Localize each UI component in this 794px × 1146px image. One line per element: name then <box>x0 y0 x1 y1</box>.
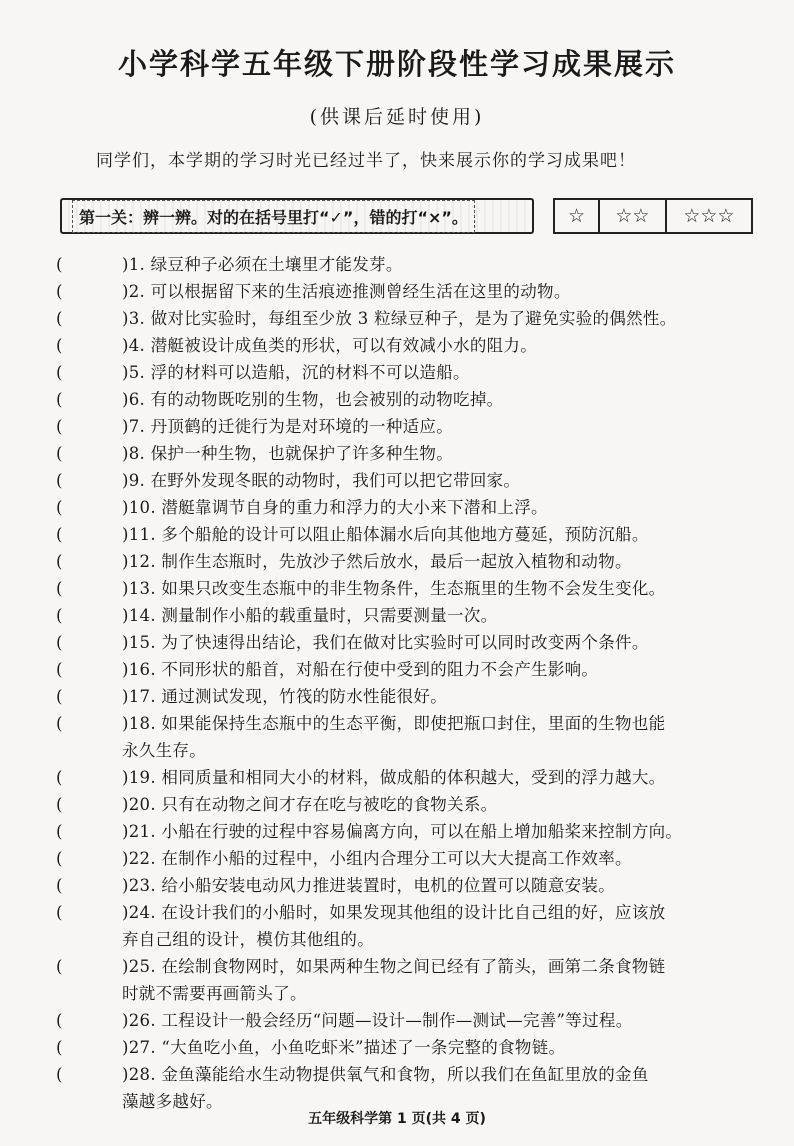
answer-blank-open: ( <box>56 957 63 976</box>
question-item <box>50 359 770 386</box>
question-text: )21. 小船在行驶的过程中容易偏离方向，可以在船上增加船桨来控制方向。 <box>122 822 683 841</box>
question-text: )3. 做对比实验时，每组至少放 3 粒绿豆种子，是为了避免实验的偶然性。 <box>122 309 677 328</box>
star-cell-3: ☆☆☆ <box>683 205 735 227</box>
answer-blank-open: ( <box>56 687 63 706</box>
answer-blank-open: ( <box>56 390 63 409</box>
question-text: )10. 潜艇靠调节自身的重力和浮力的大小来下潜和上浮。 <box>122 498 548 517</box>
question-item <box>50 305 770 332</box>
answer-blank-open: ( <box>56 552 63 571</box>
question-text: )12. 制作生态瓶时，先放沙子然后放水，最后一起放入植物和动物。 <box>122 552 632 571</box>
question-item <box>50 602 770 629</box>
question-text: )28. 金鱼藻能给水生动物提供氧气和食物，所以我们在鱼缸里放的金鱼 藻越多越好。 <box>122 1065 649 1111</box>
question-item <box>50 278 770 305</box>
question-text: )4. 潜艇被设计成鱼类的形状，可以有效减小水的阻力。 <box>122 336 538 355</box>
question-item <box>50 575 770 602</box>
question-item <box>50 818 770 845</box>
answer-blank-open: ( <box>56 849 63 868</box>
question-item <box>50 710 770 764</box>
question-text: )6. 有的动物既吃别的生物，也会被别的动物吃掉。 <box>122 390 504 409</box>
question-text: )16. 不同形状的船首，对船在行使中受到的阻力不会产生影响。 <box>122 660 599 679</box>
intro-text: 同学们，本学期的学习时光已经过半了，快来展示你的学习成果吧！ <box>96 151 636 171</box>
question-item <box>50 1061 770 1115</box>
star-cell-2: ☆☆ <box>600 200 667 232</box>
question-item <box>50 1007 770 1034</box>
answer-blank-open: ( <box>56 579 63 598</box>
question-item <box>50 521 770 548</box>
question-text: )2. 可以根据留下来的生活痕迹推测曾经生活在这里的动物。 <box>122 282 571 301</box>
page-title: 小学科学五年级下册阶段性学习成果展示 <box>117 47 676 81</box>
question-text: )14. 测量制作小船的载重量时，只需要测量一次。 <box>122 606 498 625</box>
question-item <box>50 764 770 791</box>
question-text: )24. 在设计我们的小船时，如果发现其他组的设计比自己组的好，应该放 弃自己组的设计，模仿其他组的。 <box>122 903 666 949</box>
question-item <box>50 440 770 467</box>
question-item <box>50 899 770 953</box>
question-item <box>50 791 770 818</box>
question-text: )1. 绿豆种子必须在土壤里才能发芽。 <box>122 255 403 274</box>
answer-blank-open: ( <box>56 606 63 625</box>
question-list <box>50 251 770 1115</box>
answer-blank-open: ( <box>56 822 63 841</box>
answer-blank-open: ( <box>56 1011 63 1030</box>
answer-blank-open: ( <box>56 768 63 787</box>
question-text: )22. 在制作小船的过程中，小组内合理分工可以大大提高工作效率。 <box>122 849 632 868</box>
question-text: )19. 相同质量和相同大小的材料，做成船的体积越大，受到的浮力越大。 <box>122 768 666 787</box>
answer-blank-open: ( <box>56 444 63 463</box>
question-item <box>50 683 770 710</box>
question-item <box>50 467 770 494</box>
question-item <box>50 251 770 278</box>
question-item <box>50 494 770 521</box>
answer-blank-open: ( <box>56 498 63 517</box>
question-text: )20. 只有在动物之间才存在吃与被吃的食物关系。 <box>122 795 498 814</box>
section-label: 第一关：辨一辨。对的在括号里打“✓”，错的打“×”。 <box>72 200 475 233</box>
question-item <box>50 629 770 656</box>
answer-blank-open: ( <box>56 903 63 922</box>
question-text: )5. 浮的材料可以造船，沉的材料不可以造船。 <box>122 363 470 382</box>
question-text: )8. 保护一种生物，也就保护了许多种生物。 <box>122 444 454 463</box>
question-item <box>50 548 770 575</box>
question-item <box>50 332 770 359</box>
question-text: )26. 工程设计一般会经历“问题—设计—制作—测试—完善”等过程。 <box>122 1011 633 1030</box>
answer-blank-open: ( <box>56 525 63 544</box>
question-text: )15. 为了快速得出结论，我们在做对比实验时可以同时改变两个条件。 <box>122 633 649 652</box>
question-item <box>50 656 770 683</box>
answer-blank-open: ( <box>56 1065 63 1084</box>
question-item <box>50 953 770 1007</box>
answer-blank-open: ( <box>56 309 63 328</box>
answer-blank-open: ( <box>56 660 63 679</box>
page-subtitle: (供课后延时使用) <box>309 106 485 128</box>
question-item <box>50 872 770 899</box>
question-text: )7. 丹顶鹤的迁徙行为是对环境的一种适应。 <box>122 417 454 436</box>
question-text: )18. 如果能保持生态瓶中的生态平衡，即使把瓶口封住，里面的生物也能 永久生存。 <box>122 714 666 760</box>
section-header <box>60 198 534 234</box>
star-cell-1: ☆ <box>555 200 600 232</box>
answer-blank-open: ( <box>56 336 63 355</box>
question-text: )27. “大鱼吃小鱼，小鱼吃虾米”描述了一条完整的食物链。 <box>122 1038 566 1057</box>
question-item <box>50 845 770 872</box>
question-text: )13. 如果只改变生态瓶中的非生物条件，生态瓶里的生物不会发生变化。 <box>122 579 666 598</box>
answer-blank-open: ( <box>56 282 63 301</box>
answer-blank-open: ( <box>56 633 63 652</box>
question-text: )25. 在绘制食物网时，如果两种生物之间已经有了箭头，画第二条食物链 时就不需要再画箭头了。 <box>122 957 666 1003</box>
question-text: )11. 多个船舱的设计可以阻止船体漏水后向其他地方蔓延，预防沉船。 <box>122 525 649 544</box>
answer-blank-open: ( <box>56 255 63 274</box>
star-rating-table <box>553 198 753 234</box>
answer-blank-open: ( <box>56 471 63 490</box>
question-text: )9. 在野外发现冬眠的动物时，我们可以把它带回家。 <box>122 471 521 490</box>
answer-blank-open: ( <box>56 1038 63 1057</box>
answer-blank-open: ( <box>56 795 63 814</box>
question-item <box>50 386 770 413</box>
answer-blank-open: ( <box>56 876 63 895</box>
answer-blank-open: ( <box>56 417 63 436</box>
question-text: )23. 给小船安装电动风力推进装置时，电机的位置可以随意安装。 <box>122 876 616 895</box>
page-footer: 五年级科学第 1 页(共 4 页) <box>308 1111 486 1127</box>
question-item <box>50 1034 770 1061</box>
question-text: )17. 通过测试发现，竹筏的防水性能很好。 <box>122 687 448 706</box>
question-item <box>50 413 770 440</box>
answer-blank-open: ( <box>56 714 63 733</box>
answer-blank-open: ( <box>56 363 63 382</box>
